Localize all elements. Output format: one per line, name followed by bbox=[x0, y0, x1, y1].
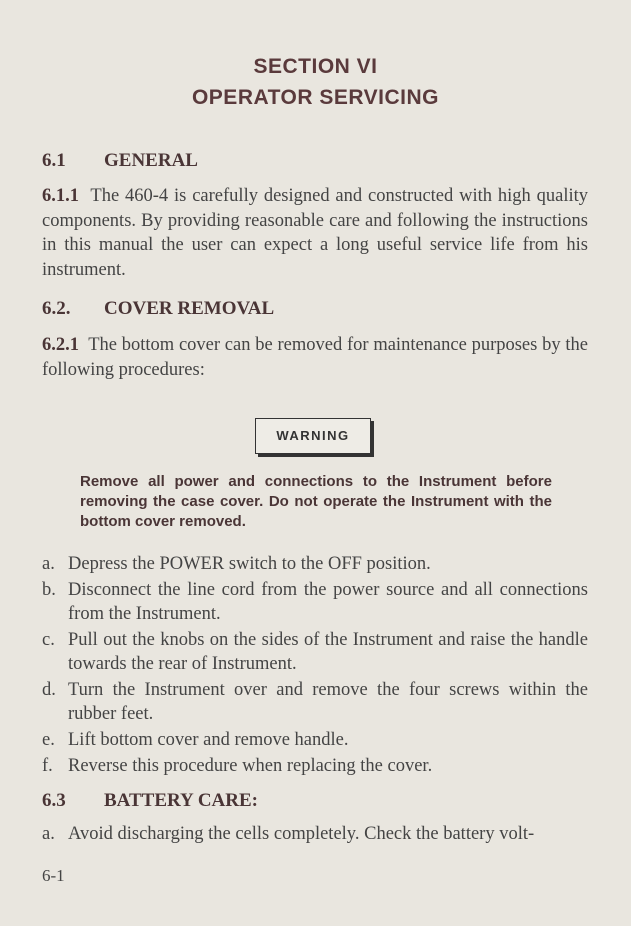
heading-battery-care bbox=[42, 790, 258, 812]
heading-label: BATTERY CARE: bbox=[104, 790, 258, 811]
page-number: 6-1 bbox=[42, 866, 65, 885]
heading-label: COVER REMOVAL bbox=[104, 298, 275, 319]
list-item bbox=[42, 678, 588, 726]
list-item bbox=[42, 578, 588, 626]
list-letter: d. bbox=[42, 680, 56, 700]
list-text: Pull out the knobs on the sides of the Instrument and raise the handle towards the rear of Instrument. bbox=[68, 630, 588, 674]
section-title: OPERATOR SERVICING bbox=[191, 86, 440, 109]
paragraph-text: The 460-4 is carefully designed and constructed with high quality components. By providing reasonable care and following the instructions in this manual the user can expect a long useful service life from his instrument. bbox=[42, 186, 589, 280]
warning-text: Remove all power and connections to the Instrument before removing the case cover. Do not operate the Instrument with the bottom cover removed. bbox=[80, 473, 552, 530]
paragraph-number: 6.2.1 bbox=[42, 335, 79, 355]
heading-number: 6.1 bbox=[42, 150, 66, 171]
heading-number: 6.2. bbox=[42, 298, 71, 319]
list-letter: b. bbox=[42, 580, 56, 600]
heading-cover-removal bbox=[42, 298, 274, 320]
list-text: Lift bottom cover and remove handle. bbox=[68, 730, 349, 750]
section-number: SECTION VI bbox=[253, 55, 378, 78]
list-letter: e. bbox=[42, 730, 55, 750]
list-text: Depress the POWER switch to the OFF position. bbox=[68, 554, 431, 574]
list-letter: a. bbox=[42, 554, 55, 574]
list-item bbox=[42, 822, 588, 846]
list-text: Turn the Instrument over and remove the four screws within the rubber feet. bbox=[68, 680, 588, 724]
list-letter: c. bbox=[42, 630, 55, 650]
heading-label: GENERAL bbox=[104, 150, 198, 171]
list-item bbox=[42, 728, 588, 752]
list-text: Reverse this procedure when replacing the cover. bbox=[68, 756, 433, 776]
list-letter: f. bbox=[42, 756, 53, 776]
paragraph-number: 6.1.1 bbox=[42, 186, 79, 206]
list-text: Avoid discharging the cells completely. Check the battery volt- bbox=[68, 824, 535, 844]
paragraph-cover-removal bbox=[42, 333, 588, 382]
heading-number: 6.3 bbox=[42, 790, 66, 811]
warning-label: WARNING bbox=[276, 428, 350, 443]
warning-box bbox=[255, 418, 371, 454]
list-item bbox=[42, 754, 588, 778]
paragraph-text: The bottom cover can be removed for maintenance purposes by the following procedures: bbox=[42, 335, 588, 380]
list-item bbox=[42, 552, 588, 576]
paragraph-general bbox=[42, 184, 588, 282]
list-text: Disconnect the line cord from the power source and all connections from the Instrument. bbox=[68, 580, 588, 624]
heading-general bbox=[42, 150, 198, 172]
list-item bbox=[42, 628, 588, 676]
list-letter: a. bbox=[42, 824, 55, 844]
